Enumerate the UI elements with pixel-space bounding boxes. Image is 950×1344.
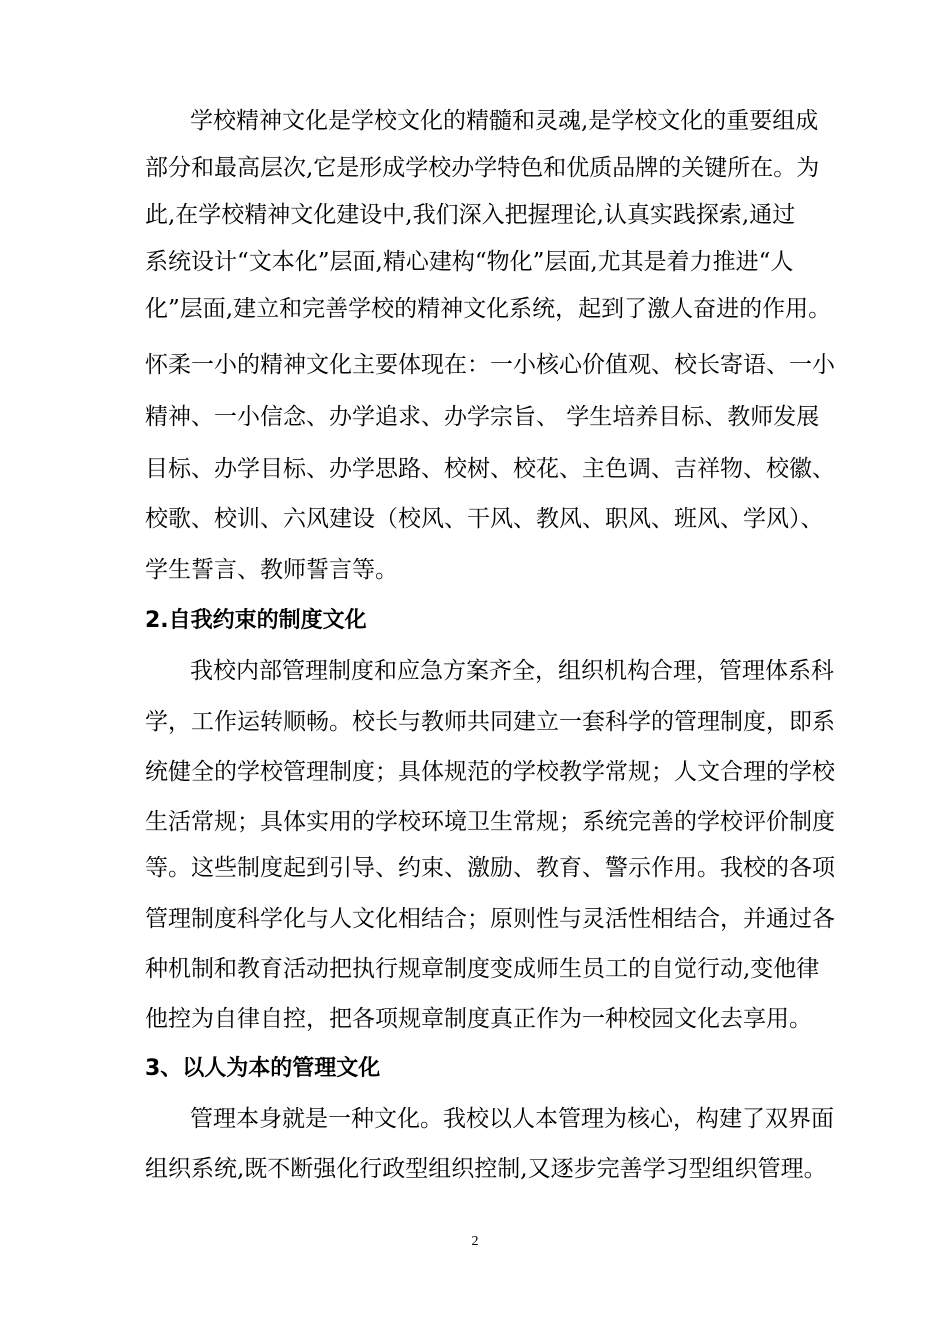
paragraph-line: 管理制度科学化与人文化相结合；原则性与灵活性相结合，并通过各 [145, 906, 835, 932]
paragraph-line: 统健全的学校管理制度；具体规范的学校教学常规；人文合理的学校 [145, 759, 835, 785]
paragraph-line: 精神、一小信念、办学追求、办学宗旨、 学生培养目标、教师发展 [145, 404, 820, 430]
paragraph-line: 我校内部管理制度和应急方案齐全，组织机构合理，管理体系科 [190, 658, 834, 684]
paragraph-line: 生活常规；具体实用的学校环境卫生常规；系统完善的学校评价制度 [145, 809, 835, 835]
paragraph-line: 学校精神文化是学校文化的精髓和灵魂,是学校文化的重要组成 [190, 108, 819, 134]
paragraph-line: 学生誓言、教师誓言等。 [145, 557, 398, 583]
paragraph-line: 校歌、校训、六风建设（校风、干风、教风、职风、班风、学风）、 [145, 506, 824, 532]
paragraph-line: 等。这些制度起到引导、约束、激励、教育、警示作用。我校的各项 [145, 855, 835, 881]
paragraph-line: 学，工作运转顺畅。校长与教师共同建立一套科学的管理制度，即系 [145, 709, 835, 735]
paragraph-line: 系统设计“文本化”层面,精心建构“物化”层面,尤其是着力推进“人 [145, 249, 794, 275]
section-heading: 3、以人为本的管理文化 [145, 1056, 381, 1081]
paragraph-line: 目标、办学目标、办学思路、校树、校花、主色调、吉祥物、校徽、 [145, 456, 835, 482]
paragraph-line: 此,在学校精神文化建设中,我们深入把握理论,认真实践探索,通过 [145, 202, 796, 228]
paragraph-line: 化”层面,建立和完善学校的精神文化系统，起到了激人奋进的作用。 [145, 296, 832, 322]
page-number: 2 [471, 1234, 479, 1249]
paragraph-line: 他控为自律自控，把各项规章制度真正作为一种校园文化去享用。 [145, 1006, 812, 1032]
section-heading: 2.自我约束的制度文化 [145, 608, 367, 633]
paragraph-line: 怀柔一小的精神文化主要体现在：一小核心价值观、校长寄语、一小 [145, 352, 835, 378]
paragraph-line: 部分和最高层次,它是形成学校办学特色和优质品牌的关键所在。为 [145, 155, 820, 181]
paragraph-line: 组织系统,既不断强化行政型组织控制,又逐步完善学习型组织管理。 [145, 1156, 827, 1182]
paragraph-line: 种机制和教育活动把执行规章制度变成师生员工的自觉行动,变他律 [145, 956, 820, 982]
paragraph-line: 管理本身就是一种文化。我校以人本管理为核心，构建了双界面 [190, 1106, 834, 1132]
